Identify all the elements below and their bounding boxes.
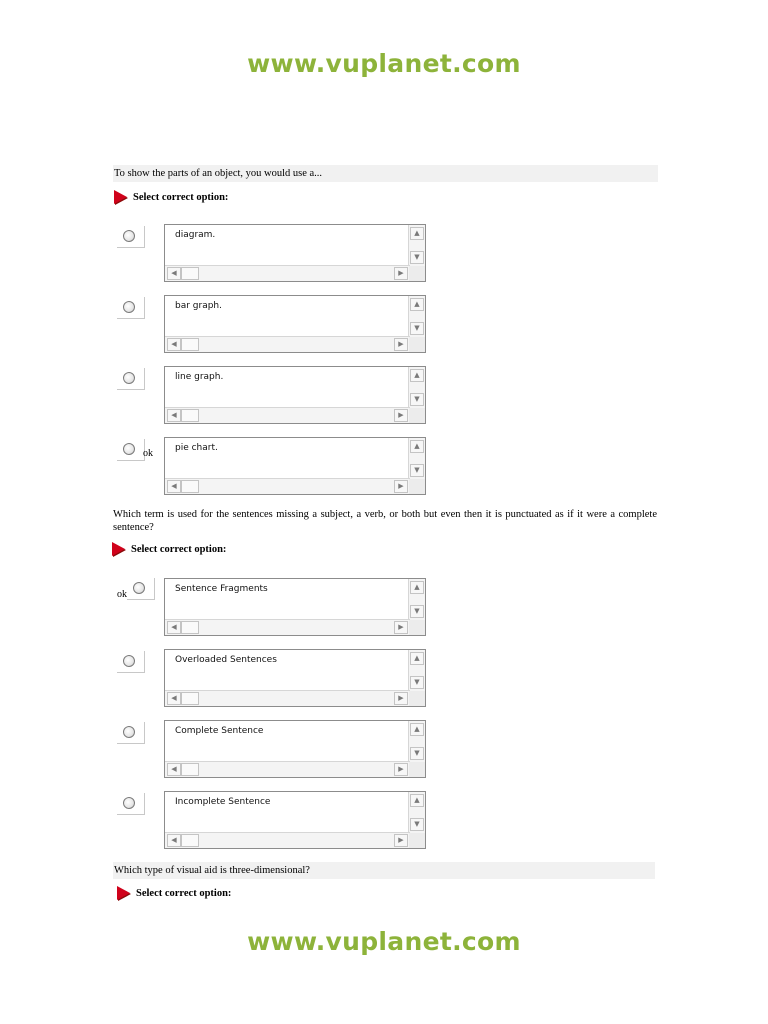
scroll-down-icon[interactable]: ▼ xyxy=(410,393,424,406)
vertical-scrollbar[interactable] xyxy=(408,579,425,620)
radio-container xyxy=(117,297,145,319)
scroll-right-icon[interactable]: ▶ xyxy=(394,267,408,280)
scroll-up-icon[interactable]: ▲ xyxy=(410,652,424,665)
correct-answer-marker: ok xyxy=(117,589,127,600)
q1-option-4 xyxy=(113,437,433,497)
scroll-right-icon[interactable]: ▶ xyxy=(394,692,408,705)
scroll-thumb[interactable] xyxy=(181,763,199,776)
vertical-scrollbar[interactable] xyxy=(408,438,425,479)
q2-option-3 xyxy=(113,720,433,780)
q2-option-2 xyxy=(113,649,433,709)
scroll-right-icon[interactable]: ▶ xyxy=(394,621,408,634)
option-textbox[interactable] xyxy=(164,295,426,353)
horizontal-scrollbar[interactable] xyxy=(165,761,410,777)
scroll-corner xyxy=(409,833,425,848)
option-text: Overloaded Sentences xyxy=(175,655,277,665)
radio-container xyxy=(117,226,145,248)
site-footer-watermark: www.vuplanet.com xyxy=(247,927,521,956)
instruction-label: Select correct option: xyxy=(131,543,227,555)
scroll-thumb[interactable] xyxy=(181,692,199,705)
scroll-left-icon[interactable]: ◀ xyxy=(167,409,181,422)
radio-container xyxy=(127,578,155,600)
option-textbox[interactable] xyxy=(164,578,426,636)
scroll-down-icon[interactable]: ▼ xyxy=(410,322,424,335)
option-text: bar graph. xyxy=(175,301,222,311)
horizontal-scrollbar[interactable] xyxy=(165,619,410,635)
vertical-scrollbar[interactable] xyxy=(408,792,425,833)
scroll-left-icon[interactable]: ◀ xyxy=(167,621,181,634)
scroll-down-icon[interactable]: ▼ xyxy=(410,605,424,618)
scroll-left-icon[interactable]: ◀ xyxy=(167,267,181,280)
question-3-instruction xyxy=(117,886,231,900)
scroll-left-icon[interactable]: ◀ xyxy=(167,834,181,847)
vertical-scrollbar[interactable] xyxy=(408,650,425,691)
option-textbox[interactable] xyxy=(164,791,426,849)
question-1-instruction xyxy=(114,190,228,204)
scroll-up-icon[interactable]: ▲ xyxy=(410,794,424,807)
radio-button[interactable] xyxy=(123,726,135,738)
scroll-thumb[interactable] xyxy=(181,621,199,634)
scroll-corner xyxy=(409,337,425,352)
correct-answer-marker: ok xyxy=(143,448,153,459)
site-header-watermark: www.vuplanet.com xyxy=(247,49,521,78)
scroll-left-icon[interactable]: ◀ xyxy=(167,480,181,493)
scroll-corner xyxy=(409,762,425,777)
horizontal-scrollbar[interactable] xyxy=(165,690,410,706)
scroll-down-icon[interactable]: ▼ xyxy=(410,818,424,831)
option-textbox[interactable] xyxy=(164,437,426,495)
question-2-text: Which term is used for the sentences missing a subject, a verb, or both but even then it is punctuated as if it were a complete sentence? xyxy=(113,509,657,533)
option-textbox[interactable] xyxy=(164,720,426,778)
scroll-right-icon[interactable]: ▶ xyxy=(394,763,408,776)
scroll-down-icon[interactable]: ▼ xyxy=(410,464,424,477)
scroll-right-icon[interactable]: ▶ xyxy=(394,409,408,422)
radio-button[interactable] xyxy=(123,230,135,242)
scroll-up-icon[interactable]: ▲ xyxy=(410,227,424,240)
scroll-corner xyxy=(409,408,425,423)
horizontal-scrollbar[interactable] xyxy=(165,265,410,281)
scroll-corner xyxy=(409,620,425,635)
scroll-down-icon[interactable]: ▼ xyxy=(410,676,424,689)
option-text: Complete Sentence xyxy=(175,726,264,736)
radio-button[interactable] xyxy=(123,797,135,809)
scroll-thumb[interactable] xyxy=(181,409,199,422)
option-textbox[interactable] xyxy=(164,366,426,424)
scroll-up-icon[interactable]: ▲ xyxy=(410,723,424,736)
radio-container xyxy=(117,722,145,744)
scroll-corner xyxy=(409,479,425,494)
scroll-up-icon[interactable]: ▲ xyxy=(410,440,424,453)
radio-button[interactable] xyxy=(123,443,135,455)
question-1-text: To show the parts of an object, you would use a... xyxy=(113,165,658,182)
scroll-left-icon[interactable]: ◀ xyxy=(167,692,181,705)
q2-option-4 xyxy=(113,791,433,851)
option-text: pie chart. xyxy=(175,443,218,453)
scroll-corner xyxy=(409,266,425,281)
vertical-scrollbar[interactable] xyxy=(408,367,425,408)
horizontal-scrollbar[interactable] xyxy=(165,336,410,352)
vertical-scrollbar[interactable] xyxy=(408,721,425,762)
radio-button[interactable] xyxy=(123,655,135,667)
red-arrow-icon xyxy=(114,190,127,204)
scroll-corner xyxy=(409,691,425,706)
red-arrow-icon xyxy=(117,886,130,900)
option-text: line graph. xyxy=(175,372,224,382)
scroll-thumb[interactable] xyxy=(181,480,199,493)
scroll-left-icon[interactable]: ◀ xyxy=(167,763,181,776)
option-textbox[interactable] xyxy=(164,224,426,282)
scroll-up-icon[interactable]: ▲ xyxy=(410,581,424,594)
horizontal-scrollbar[interactable] xyxy=(165,832,410,848)
horizontal-scrollbar[interactable] xyxy=(165,478,410,494)
option-text: diagram. xyxy=(175,230,216,240)
q1-option-3 xyxy=(113,366,433,426)
scroll-left-icon[interactable]: ◀ xyxy=(167,338,181,351)
q1-option-1 xyxy=(113,224,433,284)
vertical-scrollbar[interactable] xyxy=(408,296,425,337)
q2-option-1 xyxy=(113,578,433,638)
vertical-scrollbar[interactable] xyxy=(408,225,425,266)
question-2-instruction xyxy=(112,542,226,556)
scroll-thumb[interactable] xyxy=(181,267,199,280)
q1-option-2 xyxy=(113,295,433,355)
scroll-down-icon[interactable]: ▼ xyxy=(410,747,424,760)
scroll-right-icon[interactable]: ▶ xyxy=(394,338,408,351)
horizontal-scrollbar[interactable] xyxy=(165,407,410,423)
instruction-label: Select correct option: xyxy=(133,191,229,203)
radio-container xyxy=(117,651,145,673)
option-textbox[interactable] xyxy=(164,649,426,707)
radio-button[interactable] xyxy=(123,372,135,384)
red-arrow-icon xyxy=(112,542,125,556)
radio-button[interactable] xyxy=(133,582,145,594)
scroll-down-icon[interactable]: ▼ xyxy=(410,251,424,264)
scroll-thumb[interactable] xyxy=(181,834,199,847)
scroll-right-icon[interactable]: ▶ xyxy=(394,834,408,847)
scroll-thumb[interactable] xyxy=(181,338,199,351)
radio-container xyxy=(117,439,145,461)
radio-container xyxy=(117,793,145,815)
radio-button[interactable] xyxy=(123,301,135,313)
question-3-text: Which type of visual aid is three-dimensional? xyxy=(113,862,655,879)
scroll-right-icon[interactable]: ▶ xyxy=(394,480,408,493)
instruction-label: Select correct option: xyxy=(136,887,232,899)
option-text: Incomplete Sentence xyxy=(175,797,271,807)
scroll-up-icon[interactable]: ▲ xyxy=(410,298,424,311)
scroll-up-icon[interactable]: ▲ xyxy=(410,369,424,382)
option-text: Sentence Fragments xyxy=(175,584,268,594)
radio-container xyxy=(117,368,145,390)
